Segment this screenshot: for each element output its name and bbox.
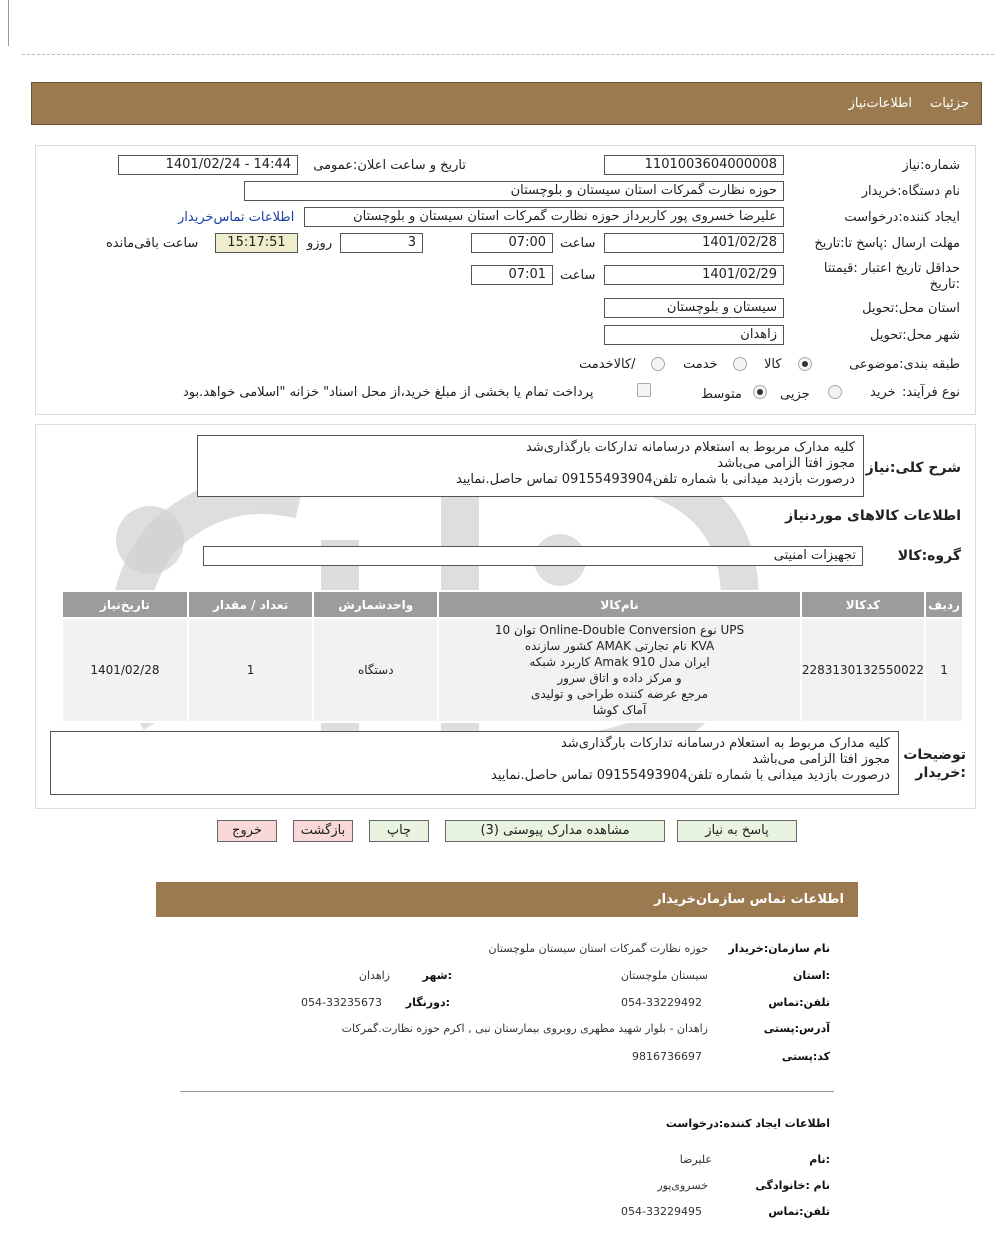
buyer-notes-box	[50, 731, 899, 795]
category-goods-label: کالا	[764, 357, 782, 372]
tab-need-info[interactable]: اطلاعات‌نیاز	[848, 96, 913, 111]
days-label: روزو	[307, 236, 333, 251]
cell-name-line: آماک کوشا	[592, 703, 647, 717]
view-attachments-button[interactable]: مشاهده مدارک پیوستی (3)	[445, 820, 665, 842]
contact-province-value: سیستان ملوچستان	[620, 969, 708, 982]
col-unit: واحدشمارش	[313, 591, 438, 618]
buyer-notes-label-1: توضیحات	[903, 747, 966, 763]
process-medium-label: متوسط	[701, 387, 742, 402]
contact-fax-label: :دورنگار	[405, 996, 450, 1009]
col-name: نام‌کالا	[438, 591, 801, 618]
contact-postal-value: 9816736697	[632, 1050, 702, 1063]
need-number-field: 1101003604000008	[604, 155, 784, 175]
deadline-label: مهلت ارسال :پاسخ تا:تاریخ	[814, 236, 960, 251]
category-label: طبقه بندی:موضوعی	[849, 357, 960, 372]
creator-name-value: علیرضا	[679, 1153, 712, 1166]
contact-org-value: حوزه نظارت گمرکات استان سیستان ملوچستان	[488, 942, 708, 955]
creator-family-value: خسروی‌پور	[657, 1179, 708, 1192]
buyer-notes-label-2: :خریدار	[915, 765, 966, 781]
contact-province-label: :استان	[793, 969, 830, 982]
goods-group-label: گروه:کالا	[897, 548, 961, 564]
col-code: کدکالا	[801, 591, 925, 618]
cell-name-line: UPS نوع Online-Double Conversion توان 10	[494, 623, 745, 637]
goods-table-header	[62, 591, 963, 618]
page-edge-line	[8, 0, 9, 46]
buyer-notes-line-1: کلیه مدارک مربوط به استعلام درسامانه تدارکات بارگذاری‌شد	[560, 736, 890, 751]
goods-group-field: تجهیزات امنیتی	[203, 546, 863, 566]
buyer-label: نام دستگاه:خریدار	[861, 184, 960, 199]
divider	[22, 54, 994, 55]
contact-address-value: زاهدان - بلوار شهید مطهری روبروی بیمارستان نبی , اکرم حوزه نظارت.گمرکات	[341, 1022, 708, 1035]
process-minor-radio[interactable]	[828, 385, 842, 399]
contact-header-bar: اطلاعات تماس سازمان‌خریدار	[156, 882, 858, 917]
announce-field: 1401/02/24 - 14:44	[118, 155, 298, 175]
cell-code: 2283130132550022	[801, 618, 925, 722]
creator-field: علیرضا خسروی پور کاربرداز حوزه نظارت گمرکات استان سیستان و بلوچستان	[304, 207, 784, 227]
goods-table	[61, 590, 964, 723]
cell-date: 1401/02/28	[62, 618, 188, 722]
reply-button[interactable]: پاسخ به نیاز	[677, 820, 797, 842]
exit-button[interactable]: خروج	[217, 820, 277, 842]
cell-name-line: ایران مدل Amak 910 کاربرد شبکه	[529, 655, 710, 669]
province-field: سیستان و بلوچستان	[604, 298, 784, 318]
deadline-time-field: 07:00	[471, 233, 553, 253]
process-label: نوع فرآیند:	[902, 385, 960, 400]
city-label: شهر محل:تحویل	[870, 328, 960, 343]
process-minor-label: جزیی	[780, 387, 810, 402]
validity-hour-label: ساعت	[560, 268, 596, 283]
description-line-3: درصورت بازدید میدانی با شماره تلفن09155493904 تماس حاصل.نمایید	[456, 472, 855, 487]
creator-family-label: نام :خانوادگی	[755, 1179, 830, 1192]
treasury-payment-checkbox[interactable]	[637, 383, 651, 397]
deadline-date-field: 1401/02/28	[604, 233, 784, 253]
treasury-payment-label: پرداخت تمام یا بخشی از مبلغ خرید،از محل اسناد" خزانه "اسلامی خواهد.بود	[183, 385, 594, 400]
cell-name-line: KVA نام تجارتی AMAK کشور سازنده	[524, 639, 715, 653]
category-both-label: /کالاخدمت	[579, 357, 636, 372]
description-label: شرح کلی:نیاز	[865, 460, 961, 476]
creator-label: ایجاد کننده:درخواست	[844, 210, 960, 225]
contact-fax-value: 054-33235673	[301, 996, 382, 1009]
process-buy-label: خرید	[870, 385, 896, 400]
city-field: زاهدان	[604, 325, 784, 345]
buyer-contact-link[interactable]: اطلاعات تماس‌خریدار	[178, 210, 295, 225]
deadline-hour-label: ساعت	[560, 236, 596, 251]
validity-time-field: 07:01	[471, 265, 553, 285]
cell-qty: 1	[188, 618, 314, 722]
buyer-field: حوزه نظارت گمرکات استان سیستان و بلوچستان	[244, 181, 784, 201]
contact-address-label: آدرس:پستی	[763, 1022, 830, 1035]
announce-label: تاریخ و ساعت اعلان:عمومی	[313, 158, 466, 173]
need-number-label: شماره:نیاز	[902, 158, 960, 173]
category-service-radio[interactable]	[733, 357, 747, 371]
cell-row: 1	[925, 618, 963, 722]
description-line-1: کلیه مدارک مربوط به استعلام درسامانه تدارکات بارگذاری‌شد	[525, 440, 855, 455]
cell-name-line: و مرکز داده و اتاق سرور	[557, 671, 682, 685]
buyer-notes-line-2: مجوز افتا الزامی می‌باشد	[752, 752, 890, 767]
contact-org-label: نام سازمان:خریدار	[728, 942, 830, 955]
table-row	[62, 618, 963, 722]
province-label: استان محل:تحویل	[862, 301, 960, 316]
creator-phone-label: تلفن:تماس	[768, 1205, 830, 1218]
category-both-radio[interactable]	[651, 357, 665, 371]
contact-phone-value: 054-33229492	[621, 996, 702, 1009]
remaining-label: ساعت باقی‌مانده	[106, 236, 199, 251]
contact-city-value: زاهدان	[358, 969, 390, 982]
days-field: 3	[340, 233, 423, 253]
contact-postal-label: کد:پستی	[781, 1050, 830, 1063]
category-service-label: خدمت	[683, 357, 718, 372]
contact-city-label: :شهر	[422, 969, 452, 982]
cell-unit: دستگاه	[313, 618, 438, 722]
tab-details[interactable]: جزئیات	[930, 96, 969, 111]
goods-section-title: اطلاعات کالاهای موردنیاز	[785, 508, 961, 524]
remaining-time-field: 15:17:51	[215, 233, 298, 253]
validity-date-field: 1401/02/29	[604, 265, 784, 285]
back-button[interactable]: بازگشت	[293, 820, 353, 842]
top-header-bar	[31, 82, 982, 125]
validity-label-1: حداقل تاریخ اعتبار :قیمتتا	[823, 261, 960, 276]
creator-name-label: :نام	[809, 1153, 830, 1166]
col-qty: تعداد / مقدار	[188, 591, 314, 618]
cell-name	[438, 618, 801, 722]
creator-phone-value: 054-33229495	[621, 1205, 702, 1218]
col-date: تاریخ‌نیاز	[62, 591, 188, 618]
contact-phone-label: تلفن:تماس	[768, 996, 830, 1009]
cell-name-line: مرجع عرضه کننده طراحی و تولیدی	[530, 687, 709, 701]
creator-section-title: اطلاعات ایجاد کننده:درخواست	[665, 1117, 830, 1130]
process-medium-radio[interactable]	[753, 385, 767, 399]
description-box	[197, 435, 864, 497]
validity-label-2: :تاریخ	[929, 277, 960, 292]
contact-divider	[180, 1091, 834, 1092]
col-row: ردیف	[925, 591, 963, 618]
buyer-notes-line-3: درصورت بازدید میدانی با شماره تلفن09155493904 تماس حاصل.نمایید	[491, 768, 890, 783]
category-goods-radio[interactable]	[798, 357, 812, 371]
description-line-2: مجوز افتا الزامی می‌باشد	[717, 456, 855, 471]
print-button[interactable]: چاپ	[369, 820, 429, 842]
